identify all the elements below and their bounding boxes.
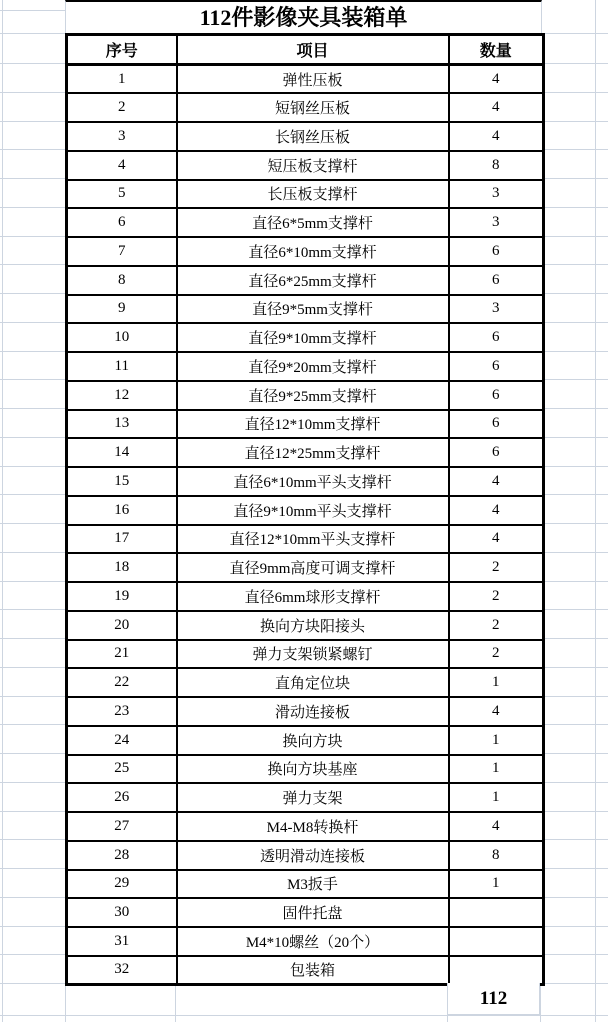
cell-index[interactable]: 7 — [67, 237, 177, 266]
col-header-item[interactable]: 项目 — [177, 35, 449, 65]
cell-index[interactable]: 25 — [67, 755, 177, 784]
cell-index[interactable]: 22 — [67, 668, 177, 697]
table-row — [67, 697, 544, 726]
table-row — [67, 381, 544, 410]
cell-qty[interactable]: 2 — [449, 640, 544, 669]
table-row — [67, 410, 544, 439]
cell-qty[interactable]: 1 — [449, 870, 544, 899]
table-row — [67, 237, 544, 266]
cell-index[interactable]: 9 — [67, 295, 177, 324]
table-row — [67, 151, 544, 180]
cell-qty[interactable]: 4 — [449, 93, 544, 122]
col-header-index[interactable]: 序号 — [67, 35, 177, 65]
cell-index[interactable]: 4 — [67, 151, 177, 180]
packing-table — [65, 33, 545, 986]
cell-item[interactable]: 直径9*10mm平头支撑杆 — [177, 496, 449, 525]
table-row — [67, 582, 544, 611]
gridline — [175, 983, 176, 1022]
cell-item[interactable]: 弹力支架 — [177, 783, 449, 812]
cell-item[interactable]: 直径12*10mm平头支撑杆 — [177, 525, 449, 554]
cell-qty[interactable]: 1 — [449, 668, 544, 697]
total-quantity-cell[interactable]: 112 — [447, 983, 540, 1015]
cell-index[interactable]: 31 — [67, 927, 177, 956]
cell-qty[interactable]: 4 — [449, 65, 544, 94]
cell-qty[interactable] — [449, 927, 544, 956]
table-row — [67, 352, 544, 381]
table-row — [67, 898, 544, 927]
table-row — [67, 956, 544, 985]
gridline — [540, 983, 541, 1022]
gridline — [0, 1015, 608, 1016]
table-row — [67, 640, 544, 669]
table-row — [67, 122, 544, 151]
cell-index[interactable]: 11 — [67, 352, 177, 381]
cell-index[interactable]: 23 — [67, 697, 177, 726]
cell-item[interactable]: 直径12*25mm支撑杆 — [177, 438, 449, 467]
table-row — [67, 812, 544, 841]
cell-qty[interactable]: 2 — [449, 582, 544, 611]
cell-item[interactable]: 换向方块 — [177, 726, 449, 755]
cell-index[interactable]: 30 — [67, 898, 177, 927]
cell-item[interactable]: 直径6*10mm平头支撑杆 — [177, 467, 449, 496]
cell-qty[interactable]: 4 — [449, 812, 544, 841]
table-row — [67, 438, 544, 467]
cell-qty[interactable]: 1 — [449, 783, 544, 812]
cell-index[interactable]: 28 — [67, 841, 177, 870]
cell-qty[interactable]: 3 — [449, 180, 544, 209]
cell-index[interactable]: 21 — [67, 640, 177, 669]
cell-item[interactable]: 直径6*25mm支撑杆 — [177, 266, 449, 295]
table-row — [67, 496, 544, 525]
cell-qty[interactable]: 3 — [449, 295, 544, 324]
cell-index[interactable]: 15 — [67, 467, 177, 496]
cell-index[interactable]: 29 — [67, 870, 177, 899]
cell-qty[interactable]: 1 — [449, 755, 544, 784]
cell-item[interactable]: 包装箱 — [177, 956, 449, 985]
cell-item[interactable]: 直径6*5mm支撑杆 — [177, 208, 449, 237]
cell-item[interactable]: 固件托盘 — [177, 898, 449, 927]
cell-item[interactable]: M4-M8转换杆 — [177, 812, 449, 841]
header-row — [67, 35, 544, 65]
table-row — [67, 927, 544, 956]
gridline — [595, 0, 596, 1022]
cell-index[interactable]: 32 — [67, 956, 177, 985]
cell-qty[interactable]: 3 — [449, 208, 544, 237]
cell-index[interactable]: 26 — [67, 783, 177, 812]
table-title[interactable]: 112件影像夹具装箱单 — [65, 0, 542, 33]
cell-qty[interactable]: 1 — [449, 726, 544, 755]
cell-item[interactable]: M3扳手 — [177, 870, 449, 899]
cell-qty[interactable]: 6 — [449, 381, 544, 410]
cell-index[interactable]: 13 — [67, 410, 177, 439]
table-row — [67, 180, 544, 209]
cell-item[interactable]: 直径12*10mm支撑杆 — [177, 410, 449, 439]
cell-qty[interactable]: 6 — [449, 410, 544, 439]
table-row — [67, 783, 544, 812]
cell-index[interactable]: 12 — [67, 381, 177, 410]
table-row — [67, 611, 544, 640]
cell-index[interactable]: 8 — [67, 266, 177, 295]
cell-item[interactable]: 直径9mm高度可调支撑杆 — [177, 553, 449, 582]
cell-index[interactable]: 16 — [67, 496, 177, 525]
cell-item[interactable]: 换向方块阳接头 — [177, 611, 449, 640]
cell-qty[interactable]: 8 — [449, 151, 544, 180]
cell-index[interactable]: 18 — [67, 553, 177, 582]
table-row — [67, 323, 544, 352]
cell-item[interactable]: 透明滑动连接板 — [177, 841, 449, 870]
cell-qty[interactable]: 8 — [449, 841, 544, 870]
gridline — [2, 0, 3, 1022]
packing-list-table — [65, 0, 542, 986]
cell-item[interactable]: 短钢丝压板 — [177, 93, 449, 122]
cell-qty[interactable]: 4 — [449, 496, 544, 525]
col-header-qty[interactable]: 数量 — [449, 35, 544, 65]
cell-index[interactable]: 1 — [67, 65, 177, 94]
table-row — [67, 870, 544, 899]
table-row — [67, 553, 544, 582]
cell-qty[interactable]: 6 — [449, 438, 544, 467]
table-row — [67, 266, 544, 295]
table-row — [67, 525, 544, 554]
cell-index[interactable]: 20 — [67, 611, 177, 640]
cell-item[interactable]: 直径6mm球形支撑杆 — [177, 582, 449, 611]
cell-item[interactable]: 直径6*10mm支撑杆 — [177, 237, 449, 266]
table-row — [67, 467, 544, 496]
cell-qty[interactable]: 6 — [449, 266, 544, 295]
cell-item[interactable]: 换向方块基座 — [177, 755, 449, 784]
cell-qty[interactable]: 4 — [449, 525, 544, 554]
cell-item[interactable]: 直径9*20mm支撑杆 — [177, 352, 449, 381]
cell-index[interactable]: 2 — [67, 93, 177, 122]
cell-item[interactable]: 弹力支架锁紧螺钉 — [177, 640, 449, 669]
cell-item[interactable]: 直径9*10mm支撑杆 — [177, 323, 449, 352]
cell-item[interactable]: 长压板支撑杆 — [177, 180, 449, 209]
cell-item[interactable]: 长钢丝压板 — [177, 122, 449, 151]
table-row — [67, 93, 544, 122]
cell-qty[interactable]: 6 — [449, 237, 544, 266]
table-row — [67, 295, 544, 324]
cell-index[interactable]: 24 — [67, 726, 177, 755]
gridline — [0, 10, 65, 11]
cell-item[interactable]: 直径9*25mm支撑杆 — [177, 381, 449, 410]
cell-item[interactable]: 滑动连接板 — [177, 697, 449, 726]
table-row — [67, 726, 544, 755]
cell-qty[interactable] — [449, 898, 544, 927]
cell-item[interactable]: 直角定位块 — [177, 668, 449, 697]
cell-qty[interactable] — [449, 956, 544, 985]
cell-item[interactable]: 弹性压板 — [177, 65, 449, 94]
cell-index[interactable]: 27 — [67, 812, 177, 841]
cell-qty[interactable]: 6 — [449, 352, 544, 381]
cell-index[interactable]: 3 — [67, 122, 177, 151]
cell-item[interactable]: M4*10螺丝（20个） — [177, 927, 449, 956]
cell-index[interactable]: 10 — [67, 323, 177, 352]
table-row — [67, 65, 544, 94]
cell-index[interactable]: 14 — [67, 438, 177, 467]
cell-qty[interactable]: 2 — [449, 553, 544, 582]
table-row — [67, 755, 544, 784]
cell-index[interactable]: 19 — [67, 582, 177, 611]
cell-qty[interactable]: 4 — [449, 122, 544, 151]
table-row — [67, 208, 544, 237]
cell-qty[interactable]: 4 — [449, 467, 544, 496]
cell-index[interactable]: 17 — [67, 525, 177, 554]
cell-item[interactable]: 短压板支撑杆 — [177, 151, 449, 180]
cell-qty[interactable]: 6 — [449, 323, 544, 352]
cell-item[interactable]: 直径9*5mm支撑杆 — [177, 295, 449, 324]
cell-index[interactable]: 5 — [67, 180, 177, 209]
cell-qty[interactable]: 2 — [449, 611, 544, 640]
cell-qty[interactable]: 4 — [449, 697, 544, 726]
cell-index[interactable]: 6 — [67, 208, 177, 237]
table-row — [67, 841, 544, 870]
table-row — [67, 668, 544, 697]
